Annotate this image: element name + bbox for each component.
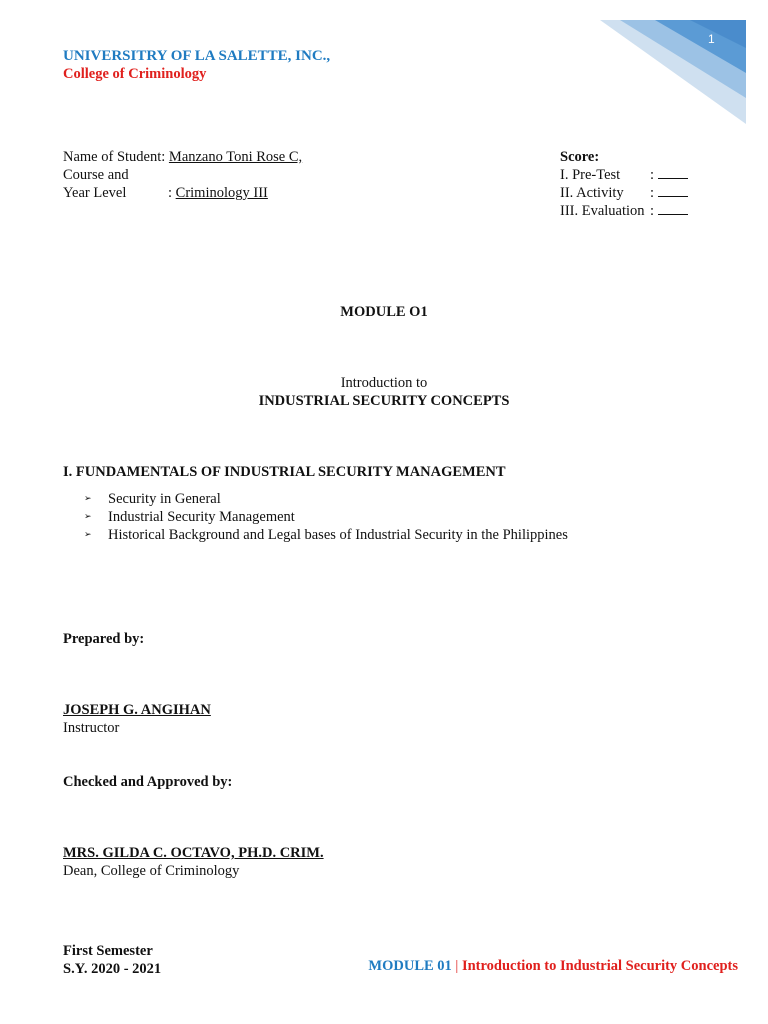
score-evaluation-row (560, 202, 688, 220)
score-blank-line (658, 202, 688, 215)
module-title: INDUSTRIAL SECURITY CONCEPTS (258, 393, 510, 409)
year-level-label: Year Level (63, 185, 127, 201)
footer-module-label (368, 958, 738, 975)
dean-role: Dean, College of Criminology (63, 863, 240, 879)
score-activity-row (560, 184, 688, 202)
score-label: II. Activity (560, 185, 624, 201)
score-blank-line (658, 166, 688, 179)
corner-decoration-icon (600, 18, 746, 124)
arrow-bullet-icon: ➢ (84, 512, 92, 522)
student-name-value: Manzano Toni Rose C, (168, 149, 303, 165)
university-name: UNIVERSITRY OF LA SALETTE, INC., (63, 48, 331, 64)
course-label: Course and (63, 167, 129, 183)
score-separator: : (650, 185, 655, 201)
topic-list (84, 490, 568, 544)
instructor-name: JOSEPH G. ANGIHAN (63, 702, 211, 718)
student-name-row (63, 148, 302, 166)
approved-by-label: Checked and Approved by: (63, 774, 233, 790)
year-level-value: Criminology III (175, 185, 268, 201)
score-label: III. Evaluation (560, 203, 645, 219)
student-name-label: Name of Student: (63, 149, 166, 165)
section-heading: I. FUNDAMENTALS OF INDUSTRIAL SECURITY MANAGEMENT (63, 464, 506, 480)
arrow-bullet-icon: ➢ (84, 530, 92, 540)
footer-module-title: Introduction to Industrial Security Concepts (461, 958, 738, 974)
module-number: MODULE O1 (340, 304, 428, 320)
score-title: Score: (560, 149, 600, 165)
footer-module-number: MODULE 01 (368, 958, 452, 974)
score-separator: : (650, 203, 655, 219)
score-separator: : (650, 167, 655, 183)
prepared-by-label: Prepared by: (63, 631, 145, 647)
score-blank-line (658, 184, 688, 197)
page-number: 1 (708, 32, 715, 46)
topic-text: Historical Background and Legal bases of Industrial Security in the Philippines (108, 527, 568, 543)
footer-divider: | (455, 958, 459, 974)
module-intro: Introduction to (340, 375, 428, 391)
instructor-role: Instructor (63, 720, 120, 736)
score-label: I. Pre-Test (560, 167, 621, 183)
college-name: College of Criminology (63, 66, 207, 82)
school-year: S.Y. 2020 - 2021 (63, 961, 162, 977)
list-item (84, 508, 568, 526)
semester: First Semester (63, 943, 153, 959)
dean-name: MRS. GILDA C. OCTAVO, PH.D. CRIM. (63, 845, 324, 861)
score-pretest-row (560, 166, 688, 184)
year-level-row (63, 184, 268, 202)
list-item (84, 526, 568, 544)
arrow-bullet-icon: ➢ (84, 494, 92, 504)
topic-text: Industrial Security Management (108, 509, 295, 525)
list-item (84, 490, 568, 508)
year-level-separator: : (168, 185, 173, 201)
topic-text: Security in General (108, 491, 221, 507)
